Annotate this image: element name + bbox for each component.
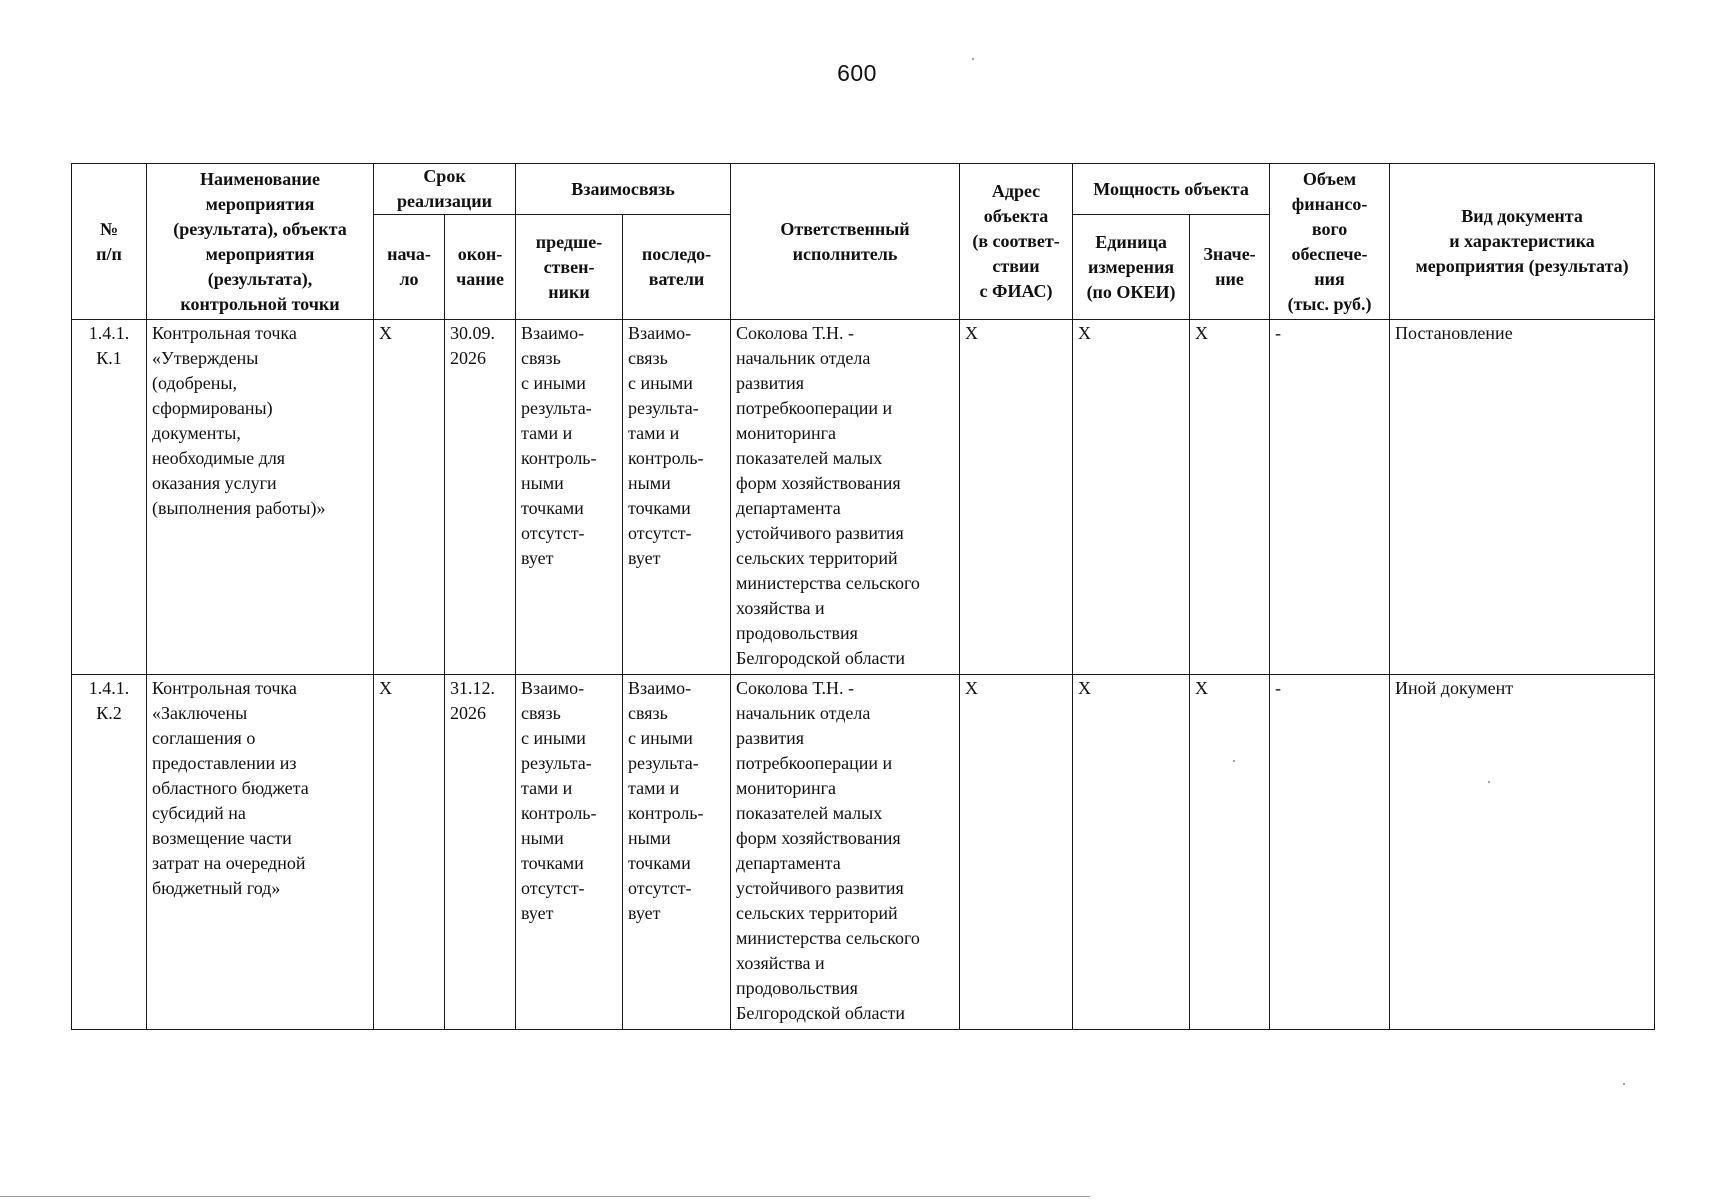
header-start: нача- ло [374, 215, 445, 320]
cell-predecessors: Взаимо- связь с иными результа- тами и контроль- ными точками отсутст- вует [516, 675, 623, 1030]
scan-speck [972, 58, 974, 60]
cell-successors: Взаимо- связь с иными результа- тами и контроль- ными точками отсутст- вует [623, 320, 731, 675]
header-capacity: Мощность объекта [1073, 164, 1270, 215]
cell-successors: Взаимо- связь с иными результа- тами и контроль- ными точками отсутст- вует [623, 675, 731, 1030]
cell-start: X [374, 320, 445, 675]
cell-doc-type: Постановление [1390, 320, 1655, 675]
scan-speck [1233, 760, 1235, 762]
cell-funding: - [1270, 675, 1390, 1030]
cell-address: X [960, 320, 1073, 675]
cell-name: Контрольная точка «Утверждены (одобрены, сформированы) документы, необходимые для оказания услуги (выполнения работы)» [147, 320, 374, 675]
header-name: Наименование мероприятия (результата), объекта мероприятия (результата), контрольной точки [147, 164, 374, 320]
cell-predecessors: Взаимо- связь с иными результа- тами и контроль- ными точками отсутст- вует [516, 320, 623, 675]
page-number: 600 [837, 60, 877, 86]
header-funding: Объем финансо- вого обеспече- ния (тыс. руб.) [1270, 164, 1390, 320]
cell-responsible: Соколова Т.Н. - начальник отдела развития потребкооперации и мониторинга показателей малых форм хозяйствования департамента устойчивого развития сельских территорий министерства сельского хозяйства и продовольствия Белгородской области [731, 675, 960, 1030]
cell-address: X [960, 675, 1073, 1030]
header-relation: Взаимосвязь [516, 164, 731, 215]
scan-edge-line [0, 1196, 1090, 1197]
cell-num: 1.4.1. К.2 [72, 675, 147, 1030]
header-value: Значе- ние [1190, 215, 1270, 320]
cell-start: X [374, 675, 445, 1030]
table-row [72, 675, 1655, 1030]
header-end: окон- чание [445, 215, 516, 320]
header-address: Адрес объекта (в соответ- ствии с ФИАС) [960, 164, 1073, 320]
scan-speck [1488, 781, 1490, 783]
control-points-table [71, 163, 1655, 1030]
cell-name: Контрольная точка «Заключены соглашения о предоставлении из областного бюджета субсидий на возмещение части затрат на очередной бюджетный год» [147, 675, 374, 1030]
table-row [72, 320, 1655, 675]
cell-responsible: Соколова Т.Н. - начальник отдела развития потребкооперации и мониторинга показателей малых форм хозяйствования департамента устойчивого развития сельских территорий министерства сельского хозяйства и продовольствия Белгородской области [731, 320, 960, 675]
header-responsible: Ответственный исполнитель [731, 164, 960, 320]
cell-end: 31.12. 2026 [445, 675, 516, 1030]
cell-value: X [1190, 320, 1270, 675]
header-unit: Единица измерения (по ОКЕИ) [1073, 215, 1190, 320]
cell-num: 1.4.1. К.1 [72, 320, 147, 675]
cell-funding: - [1270, 320, 1390, 675]
cell-doc-type: Иной документ [1390, 675, 1655, 1030]
cell-value: X [1190, 675, 1270, 1030]
table-header [72, 164, 1655, 320]
header-doc-type: Вид документа и характеристика мероприятия (результата) [1390, 164, 1655, 320]
cell-unit: X [1073, 675, 1190, 1030]
header-period: Срок реализации [374, 164, 516, 215]
scan-speck [1623, 1083, 1625, 1085]
header-predecessors: предше- ствен- ники [516, 215, 623, 320]
cell-unit: X [1073, 320, 1190, 675]
header-num: № п/п [72, 164, 147, 320]
cell-end: 30.09. 2026 [445, 320, 516, 675]
header-successors: последо- ватели [623, 215, 731, 320]
